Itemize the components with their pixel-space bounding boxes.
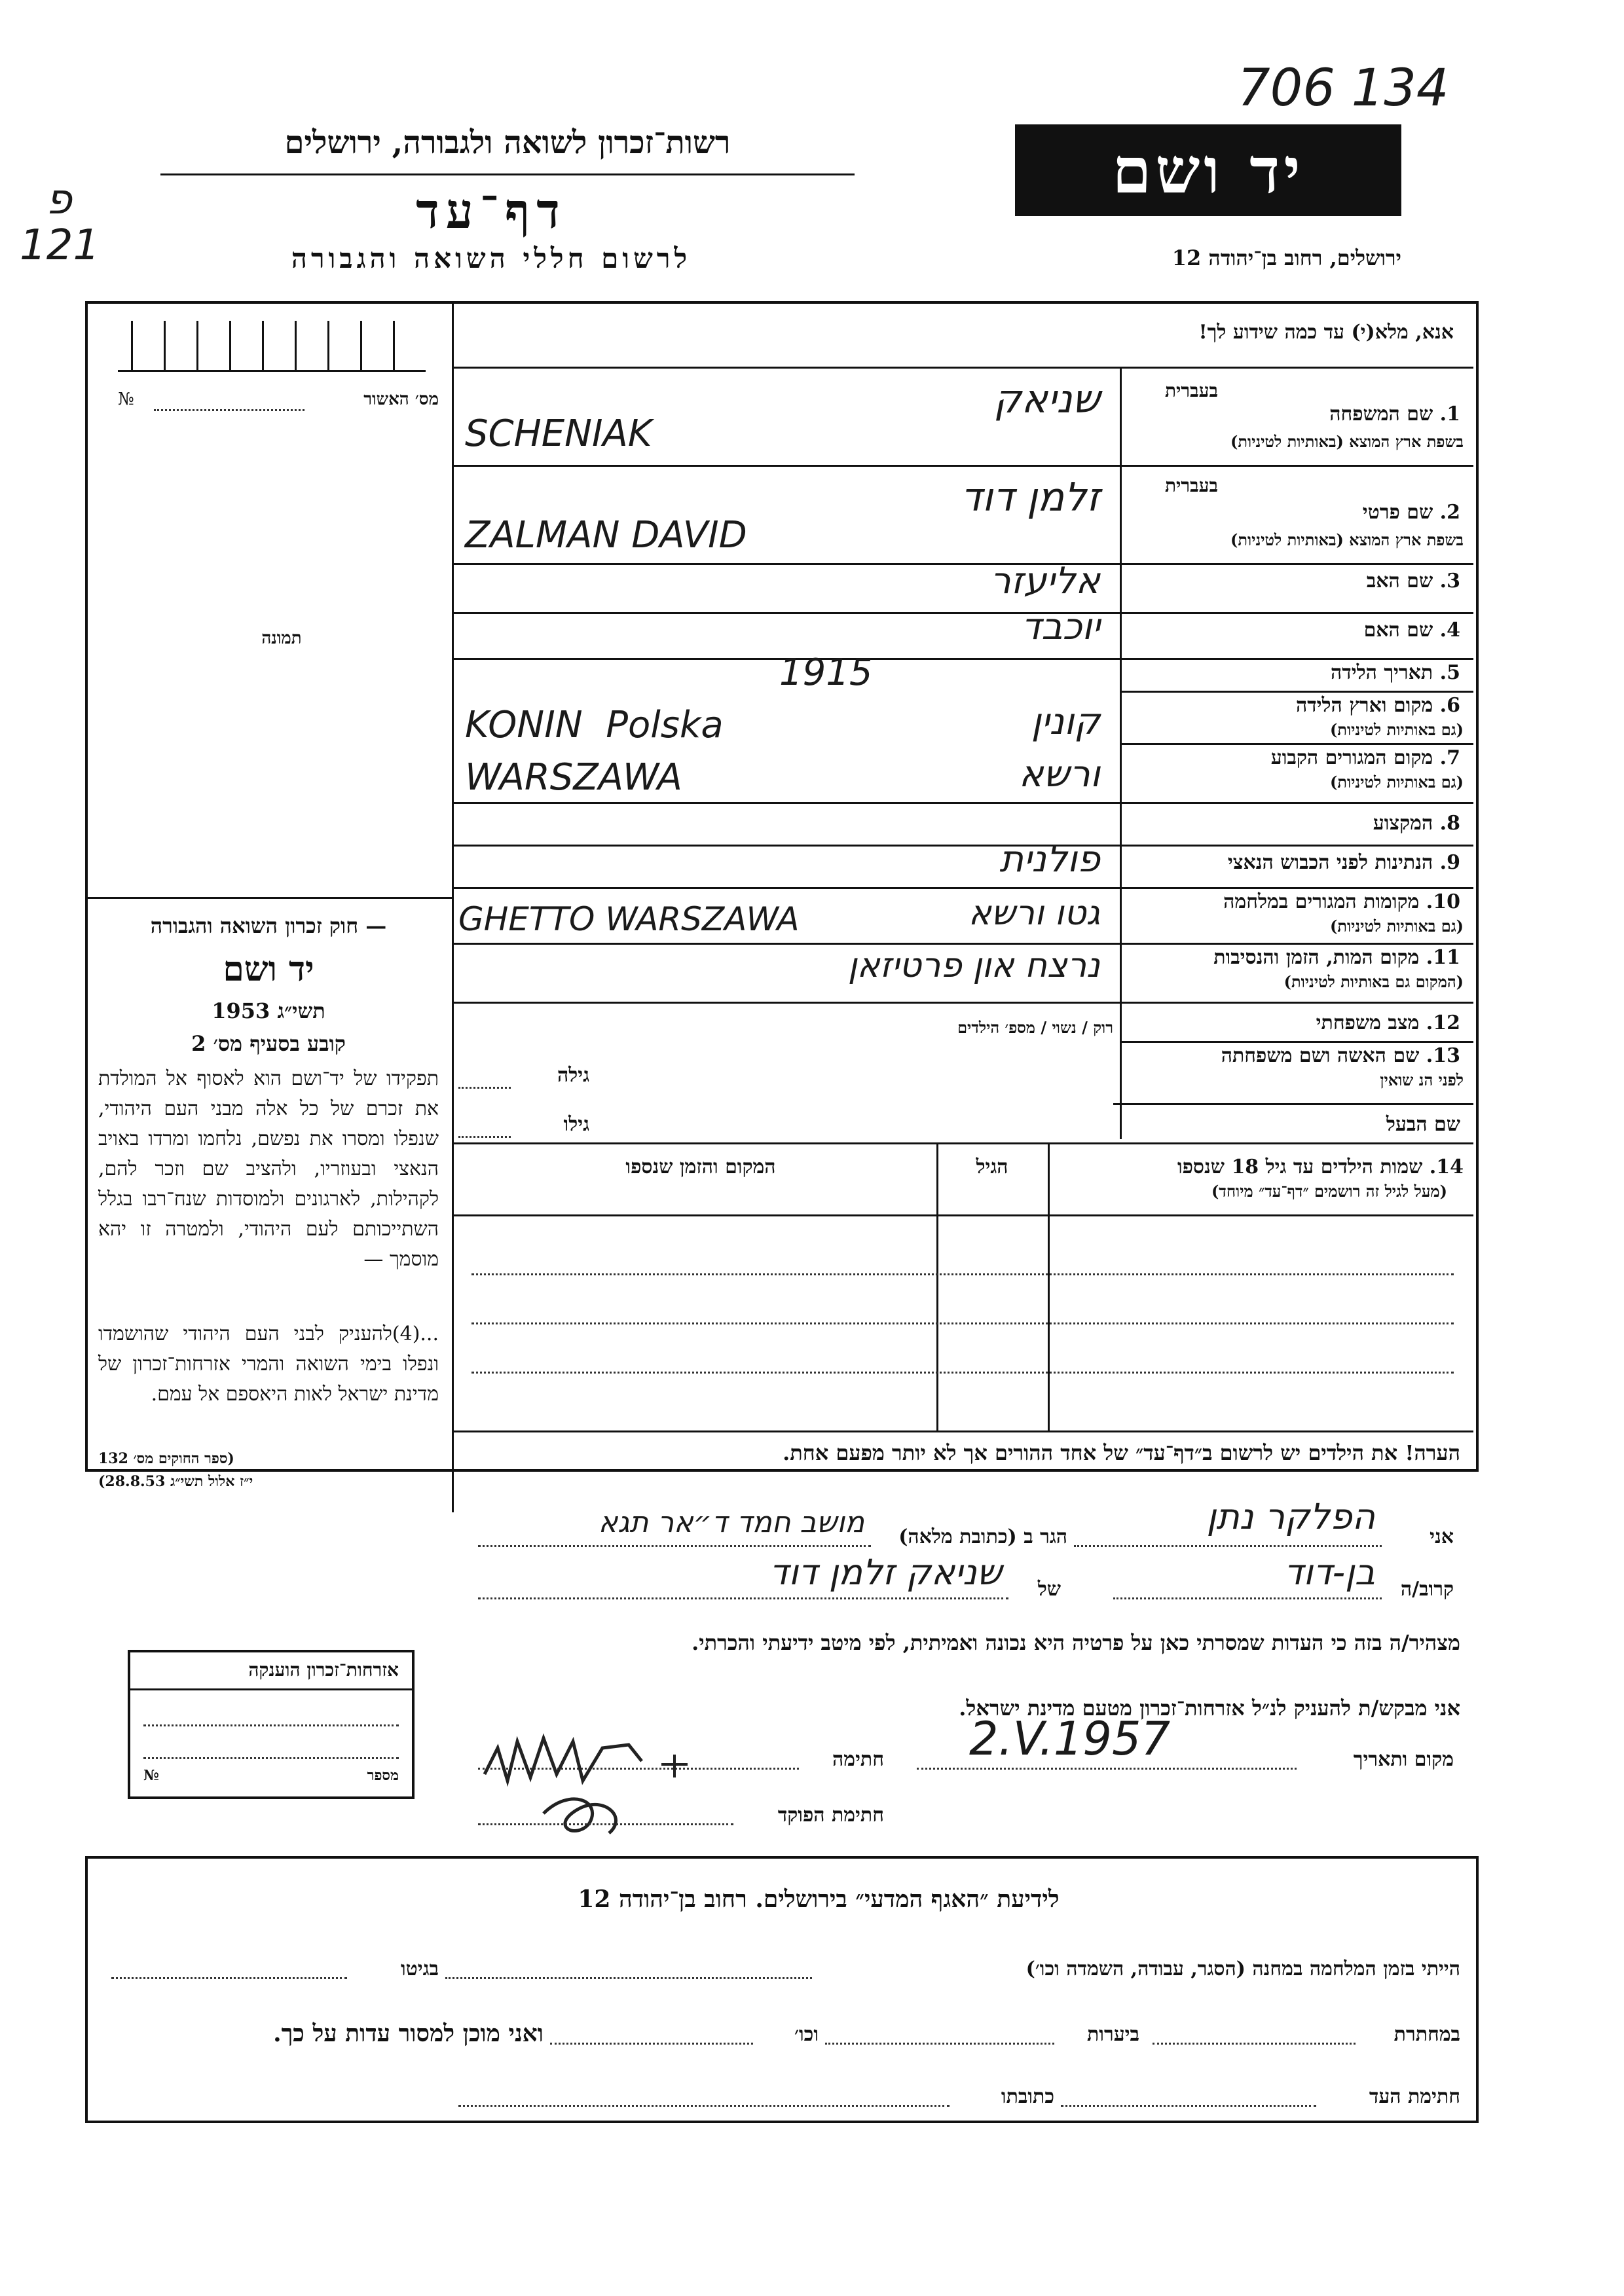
field-6-label: 6. מקום וארץ הלידה	[1295, 694, 1460, 717]
citizenship-box-title-rule	[130, 1688, 412, 1690]
field-10-value-heb: גטו ורשא	[969, 894, 1100, 933]
field-11-value: נרצח און פרטיזאן	[847, 946, 1100, 985]
field-5-value: 1915	[779, 651, 873, 694]
decl-relation-value: בן-דוד	[1283, 1552, 1375, 1593]
decl-address-value: מושב חמד ד״אר תגא	[598, 1506, 864, 1539]
decl-request: אני מבקש/ת להעניק לנ״ל אזרחות־זכרון מטעם מדינת ישראל.	[959, 1696, 1460, 1721]
citizenship-box-title: אזרחות־זכרון הוענקה	[248, 1659, 399, 1681]
field-13-age-label: גילה	[557, 1064, 589, 1087]
decl-relative-name-line	[478, 1597, 1008, 1599]
margin-note: פ 121	[20, 175, 100, 270]
children-header-divider	[453, 1214, 1473, 1216]
field-3-value: אליעזר	[990, 560, 1100, 602]
field-1-value-heb: שניאק	[993, 376, 1100, 422]
permit-number-sign: №	[118, 390, 134, 409]
children-sub: (מעל לגיל זה רושמים ״דף־עד״ מיוחד)	[1211, 1182, 1447, 1201]
field-6-value-latin: KONIN Polska	[465, 704, 724, 746]
label-column-divider	[1120, 367, 1122, 1139]
footer-underground: במחתרת	[1393, 2023, 1460, 2046]
law-title: — חוק זכרון השואה והגבורה	[150, 913, 387, 938]
authority-title: רשות־זכרון לשואה ולגבורה, ירושלים	[284, 124, 731, 161]
children-note: הערה! את הילדים יש לרשום ב״דף־עד״ של אחד ההורים אך לא יותר מפעם אחת.	[783, 1440, 1460, 1465]
form-frame	[85, 301, 1479, 1472]
field-1-sub-heb: בעברית	[1164, 380, 1218, 401]
field-8-label: 8. המקצוע	[1373, 812, 1460, 835]
form-subtitle: לרשום חללי השואה והגבורה	[291, 242, 692, 274]
footer-line-1-end: בגיטו	[400, 1958, 439, 1980]
children-col-divider-1	[1048, 1142, 1050, 1430]
authority-underline	[160, 173, 855, 175]
law-clause: קובע בסעיף מס׳ 2	[191, 1031, 346, 1056]
field-6-divider	[1120, 743, 1473, 745]
children-bottom-divider	[453, 1430, 1473, 1432]
field-7-divider	[453, 802, 1473, 804]
children-col-divider-2	[936, 1142, 938, 1430]
decl-statement: מצהיר/ה בזה כי העדות שמסרתי כאן על פרטיה היא נכונה ואמיתית, לפי מיטב ידיעתי והכרתי.	[692, 1630, 1460, 1655]
instructions-divider	[453, 367, 1473, 369]
decl-i-line	[1074, 1545, 1382, 1547]
decl-officer-line	[478, 1823, 733, 1825]
permit-label: מס׳ האשור	[363, 390, 439, 409]
field-1-value-latin: SCHENIAK	[465, 412, 652, 455]
field-11-divider	[453, 1002, 1473, 1004]
footer-etc: וכו׳	[794, 2023, 819, 2046]
law-name: יד ושם	[223, 949, 314, 989]
law-text-2: ...(4)להעניק לבני העם היהודי שהושמדו ונפלו בימי השואה והמרי אזרחות־זכרון של מדינת ישראל לאות היאספם אל עמם.	[98, 1322, 439, 1406]
decl-of-label: של	[1037, 1578, 1061, 1601]
permit-line	[154, 409, 304, 411]
husband-age-line	[458, 1136, 511, 1138]
children-row-1	[471, 1273, 1454, 1275]
field-11-label: 11. מקום המות, הזמן והנסיבות	[1213, 946, 1460, 969]
field-9-value: פולנית	[999, 838, 1100, 881]
decl-i-value: הפלקר נתן	[1206, 1496, 1375, 1537]
footer-title: לידיעת ״האגף המדעי״ בירושלים. רחוב בן־יהודה 12	[578, 1886, 1060, 1913]
law-ref-1: (ספר החוקים מס׳ 132	[98, 1450, 234, 1467]
field-1-divider	[453, 465, 1473, 467]
citizenship-box-line-1	[143, 1724, 399, 1726]
field-10-divider	[453, 943, 1473, 945]
field-13-age-line	[458, 1087, 511, 1089]
field-13-sub: לפני הנ שואין	[1380, 1070, 1464, 1089]
footer-willing: ואני מוכן למסור עדות על כך.	[273, 2020, 544, 2047]
decl-i-label: אני	[1430, 1525, 1454, 1548]
citizenship-box	[128, 1650, 415, 1799]
husband-age-label: גילו	[563, 1113, 589, 1136]
field-9-label: 9. הנתינות לפני הכבוש הנאצי	[1227, 851, 1460, 874]
field-4-divider	[453, 658, 1473, 660]
children-label: 14. שמות הילדים עד גיל 18 שנספו	[1177, 1156, 1464, 1178]
field-10-value-latin: GHETTO WARSZAWA	[458, 900, 800, 938]
footer-witness-dots	[1061, 2105, 1316, 2107]
form-title: דף־עד	[416, 183, 566, 240]
law-year-line	[92, 998, 445, 1023]
field-4-value: יוכבד	[1021, 606, 1100, 648]
footer-address-dots	[458, 2105, 950, 2107]
footer-forests: ביערות	[1086, 2023, 1139, 2046]
field-2-value-heb: זלמן דוד	[961, 475, 1100, 520]
decl-relation-line	[1113, 1597, 1382, 1599]
field-7-value-latin: WARSZAWA	[465, 756, 682, 799]
field-6-value-heb: קונין	[1031, 701, 1100, 743]
law-year: 1953	[212, 998, 270, 1023]
field-3-label: 3. שם האב	[1366, 570, 1460, 592]
decl-address-line	[478, 1545, 871, 1547]
field-1-label: 1. שם המשפחה	[1329, 403, 1460, 426]
permit-ticks	[118, 321, 426, 372]
field-10-sub: (גם באותיות לטיניות)	[1329, 917, 1464, 936]
law-text: תפקידו של יד־ושם הוא לאסוף אל המולדת את זכרם של כל אלה מבני העם היהודי, שנפלו ומסרו את נפשם, נלחמו ומרדו באויב הנאצי ובעוזריו, ולהציב שם וזכר להם, לקהילות, לארגונים ולמוסדות שנח־רבו בגלל השתייכותם לעם היהודי, ולמטרה זו יהא מוסמך —	[98, 1067, 439, 1271]
field-5-label: 5. תאריך הלידה	[1331, 661, 1460, 684]
husband-label: שם הבעל	[1386, 1113, 1460, 1136]
yad-vashem-logo: יד ושם	[1015, 124, 1401, 216]
field-13-label: 13. שם האשה ושם משפחתה	[1221, 1044, 1460, 1067]
field-12-value: רוק / נשוי / מספ׳ הילדים	[957, 1018, 1113, 1037]
decl-place-date-label: מקום ותאריך	[1353, 1748, 1454, 1771]
footer-etc-dots	[550, 2043, 753, 2045]
citizenship-box-number: מספר	[367, 1767, 399, 1784]
children-top-divider	[453, 1142, 1473, 1144]
field-12-label: 12. מצב משפחתי	[1316, 1011, 1460, 1034]
left-column-divider	[452, 301, 454, 1512]
field-4-label: 4. שם האם	[1363, 619, 1460, 642]
law-year-heb: תשי״ג	[277, 998, 325, 1023]
archive-number: 706 134	[1238, 59, 1449, 118]
photo-label: תמונה	[261, 629, 302, 648]
footer-line-1-dots	[445, 1977, 812, 1979]
decl-signature-label: חתימה	[832, 1748, 884, 1771]
children-place-header: המקום והזמן שנספו	[625, 1156, 776, 1178]
field-7-sub: (גם באותיות לטיניות)	[1329, 773, 1464, 792]
field-2-sub-latin: בשפת ארץ המוצא (באותיות לטיניות)	[1230, 530, 1464, 549]
decl-resident-label: הגר ב (כתובת מלאה)	[898, 1525, 1067, 1548]
field-12-divider	[1120, 1041, 1473, 1043]
decl-officer-label: חתימת הפוקד	[777, 1804, 884, 1827]
field-1-sub-latin: בשפת ארץ המוצא (באותיות לטיניות)	[1230, 432, 1464, 451]
footer-underground-dots	[1153, 2043, 1356, 2045]
citizenship-box-line-2	[143, 1757, 399, 1759]
field-7-label: 7. מקום המגורים הקבוע	[1270, 746, 1460, 769]
children-age-header: הגיל	[976, 1156, 1008, 1178]
field-6-sub: (גם באותיות לטיניות)	[1329, 720, 1464, 739]
photo-law-divider	[85, 897, 453, 899]
decl-date-value: 2.V.1957	[969, 1712, 1171, 1766]
decl-relative-label: קרוב/ה	[1400, 1578, 1454, 1601]
field-2-label: 2. שם פרטי	[1362, 501, 1460, 524]
instructions: אנא, מלא(י) עד כמה שידוע לך!	[1198, 321, 1454, 344]
field-5-divider	[1120, 691, 1473, 693]
field-11-sub: (המקום גם באותיות לטיניות)	[1283, 972, 1464, 991]
footer-forests-dots	[825, 2043, 1054, 2045]
children-row-2	[471, 1322, 1454, 1324]
footer-line-1: הייתי בזמן המלחמה במחנה (הסגר, עבודה, השמדה וכו׳)	[1025, 1958, 1460, 1980]
footer-witness-signature: חתימת העד	[1369, 2085, 1460, 2108]
header-address: ירושלים, רחוב בן־יהודה 12	[1172, 246, 1401, 270]
field-7-value-heb: ורשא	[1019, 753, 1100, 795]
children-row-3	[471, 1372, 1454, 1374]
citizenship-box-no: №	[143, 1767, 159, 1784]
field-9-divider	[453, 887, 1473, 889]
decl-relative-name: שניאק זלמן דוד	[769, 1552, 1002, 1593]
law-ref-2: י״ז אלול תשי״ג 28.8.53)	[98, 1473, 253, 1490]
field-2-sub-heb: בעברית	[1164, 475, 1218, 496]
decl-date-line	[917, 1768, 1297, 1770]
field-10-label: 10. מקומות המגורים במלחמה	[1223, 890, 1460, 913]
footer-ghetto-dots	[111, 1977, 347, 1979]
field-13-divider	[1113, 1103, 1473, 1105]
footer-address: כתובתו	[1001, 2085, 1054, 2108]
field-2-value-latin: ZALMAN DAVID	[465, 514, 747, 556]
